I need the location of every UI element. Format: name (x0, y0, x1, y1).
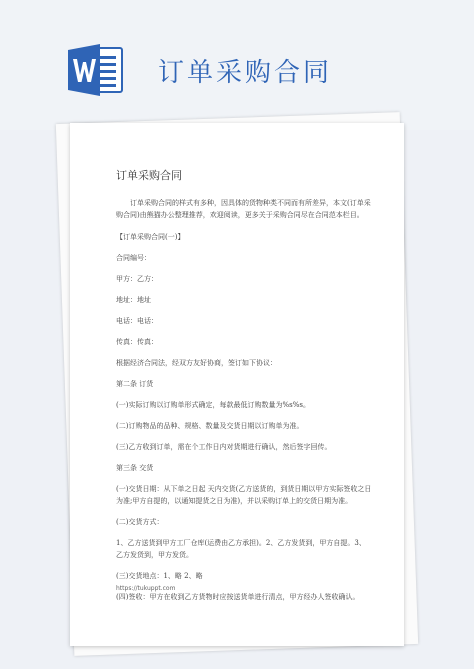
party-line: 甲方：乙方： (116, 275, 158, 283)
agreement-intro: 根据经济合同法，经双方友好协商，签订如下协议： (116, 359, 277, 367)
footer-url: https://tukuppt.com (116, 585, 176, 592)
address-line: 地址：地址 (116, 296, 151, 304)
clause-item: (二)订购物品的品种、规格、数量及交货日期以订购单为准。 (116, 422, 304, 430)
document-page (70, 123, 404, 646)
clause-item: (三)交货地点：1、略 2、略 (116, 572, 203, 580)
document-body (116, 167, 372, 612)
contract-number: 合同编号： (116, 254, 151, 262)
clause-heading-delivery: 第三条 交货 (116, 464, 154, 472)
word-icon (66, 42, 124, 98)
clause-item: 1、乙方送货到甲方工厂仓库(运费由乙方承担)。2、乙方发货到，甲方自提。3、乙方发货到，甲方发货。 (116, 539, 366, 559)
clause-item: (四)签收：甲方在收到乙方货物时应按送货单进行清点，甲方经办人签收确认。 (116, 593, 360, 601)
clause-item: (二)交货方式： (116, 518, 164, 526)
header-title: 订单采购合同 (158, 58, 333, 88)
clause-item: (三)乙方收到订单，需在个工作日内对货期进行确认，然后签字回传。 (116, 443, 332, 451)
clause-item: (一)实际订购以订购单形式确定，每款最低订购数量为%s%s。 (116, 401, 310, 409)
header-banner (0, 0, 474, 130)
section-heading: 【订单采购合同(一)】 (116, 233, 185, 241)
clause-item: (一)交货日期：从下单之日起 天内交货(乙方送货的，到货日期以甲方实际签收之日为准;甲方自提的，以通知提货之日为准)，并以采购订单上的交货日期为准。 (116, 485, 372, 505)
clause-heading-order: 第二条 订货 (116, 380, 154, 388)
phone-line: 电话：电话： (116, 317, 158, 325)
document-title: 订单采购合同 (116, 169, 182, 182)
fax-line: 传真：传真： (116, 338, 158, 346)
intro-paragraph: 订单采购合同的样式有多种，因具体的货物种类不同而有所差异，本文(订单采购合同)由熊猫办公整理推荐，欢迎阅读，更多关于采购合同尽在合同范本栏目。 (116, 199, 371, 219)
